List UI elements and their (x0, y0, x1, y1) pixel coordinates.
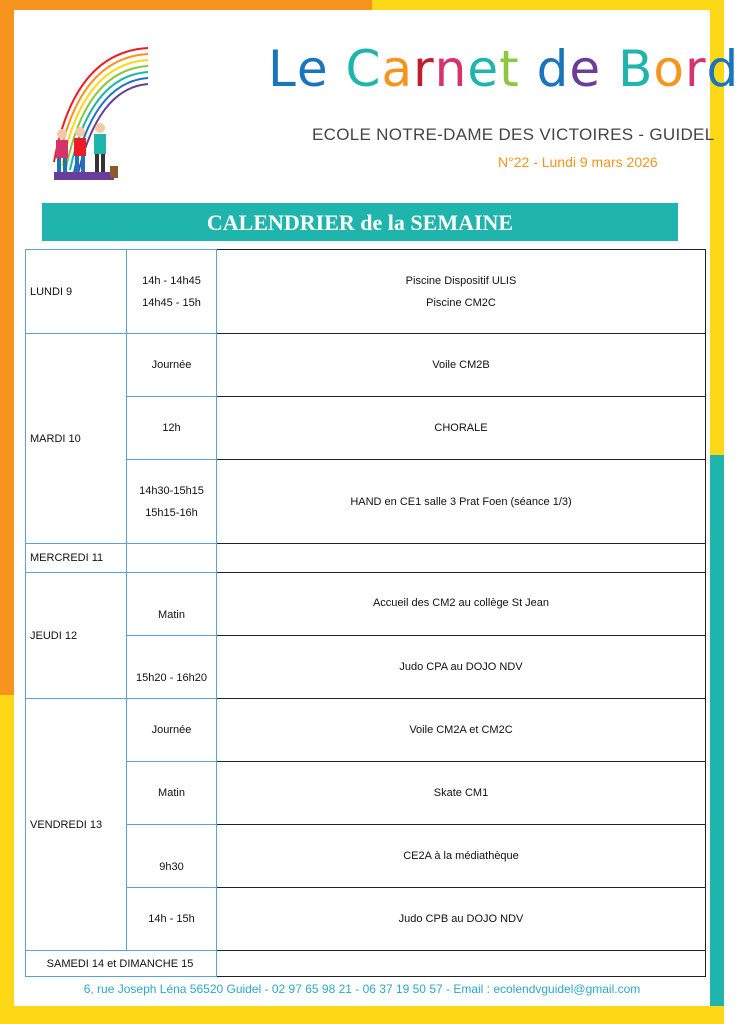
table-row (26, 888, 706, 951)
event-cell: Skate CM1 (217, 762, 706, 825)
event-cell (217, 250, 706, 334)
week-calendar-table (25, 249, 706, 977)
event-cell (217, 951, 706, 977)
event-cell: CHORALE (217, 397, 706, 460)
title-letter: e (467, 40, 500, 98)
time-cell: 9h30 (127, 825, 217, 888)
frame-bottom-yellow (0, 1006, 724, 1024)
day-cell: MERCREDI 11 (26, 544, 127, 573)
time-cell: 15h20 - 16h20 (127, 636, 217, 699)
event-cell (217, 544, 706, 573)
event-cell: Judo CPB au DOJO NDV (217, 888, 706, 951)
time-cell: Journée (127, 699, 217, 762)
table-row (26, 460, 706, 544)
time-cell: 12h (127, 397, 217, 460)
event-cell: Judo CPA au DOJO NDV (217, 636, 706, 699)
footer-contact: 6, rue Joseph Léna 56520 Guidel - 02 97 65 98 21 - 06 37 19 50 57 - Email : ecolendvguidel@gmail.com (83, 982, 641, 996)
frame-left-orange (0, 0, 14, 695)
title-letter: d (536, 40, 570, 98)
time-text: 14h45 - 15h (142, 296, 201, 309)
frame-right-teal (710, 455, 724, 1024)
school-logo-icon (44, 42, 154, 192)
title-letter (329, 40, 346, 98)
title-letter: C (345, 40, 382, 98)
title-letter (601, 40, 618, 98)
newsletter-title (268, 40, 739, 98)
table-row (26, 762, 706, 825)
title-letter: t (499, 40, 520, 98)
title-letter: a (381, 40, 414, 98)
title-letter: L (268, 40, 297, 98)
time-text: 14h30-15h15 (139, 484, 204, 497)
frame-top-yellow (372, 0, 724, 10)
title-letter: r (684, 40, 707, 98)
day-cell: VENDREDI 13 (26, 699, 127, 951)
table-row (26, 699, 706, 762)
frame-top-orange (0, 0, 372, 10)
event-cell: Voile CM2B (217, 334, 706, 397)
table-row (26, 573, 706, 636)
day-cell: LUNDI 9 (26, 250, 127, 334)
table-row (26, 544, 706, 573)
time-cell: Matin (127, 762, 217, 825)
frame-left-yellow (0, 695, 14, 1024)
issue-date: N°22 - Lundi 9 mars 2026 (498, 154, 658, 170)
time-text: 14h - 14h45 (142, 274, 201, 287)
title-letter: r (413, 40, 435, 98)
title-letter: d (706, 40, 739, 98)
time-cell: Journée (127, 334, 217, 397)
table-row (26, 250, 706, 334)
table-row (26, 951, 706, 977)
time-cell: 14h - 15h (127, 888, 217, 951)
title-letter: e (296, 40, 329, 98)
day-cell: JEUDI 12 (26, 573, 127, 699)
school-name: ECOLE NOTRE-DAME DES VICTOIRES - GUIDEL (312, 125, 715, 144)
title-letter: n (434, 40, 468, 98)
event-cell: CE2A à la médiathèque (217, 825, 706, 888)
time-cell (127, 460, 217, 544)
table-row (26, 825, 706, 888)
time-text: 15h15-16h (145, 506, 198, 519)
title-letter (520, 40, 537, 98)
time-cell (127, 544, 217, 573)
event-cell: Voile CM2A et CM2C (217, 699, 706, 762)
title-letter: e (569, 40, 602, 98)
day-cell: SAMEDI 14 et DIMANCHE 15 (26, 951, 217, 977)
table-row (26, 334, 706, 397)
day-cell: MARDI 10 (26, 334, 127, 544)
table-row (26, 636, 706, 699)
title-letter: B (618, 40, 654, 98)
title-letter: o (653, 40, 685, 98)
event-cell: Accueil des CM2 au collège St Jean (217, 573, 706, 636)
time-cell (127, 250, 217, 334)
calendar-banner: CALENDRIER de la SEMAINE (42, 203, 678, 241)
event-text: Piscine CM2C (426, 296, 496, 309)
event-cell: HAND en CE1 salle 3 Prat Foen (séance 1/3) (217, 460, 706, 544)
event-text: Piscine Dispositif ULIS (405, 274, 517, 287)
time-cell: Matin (127, 573, 217, 636)
table-row (26, 397, 706, 460)
